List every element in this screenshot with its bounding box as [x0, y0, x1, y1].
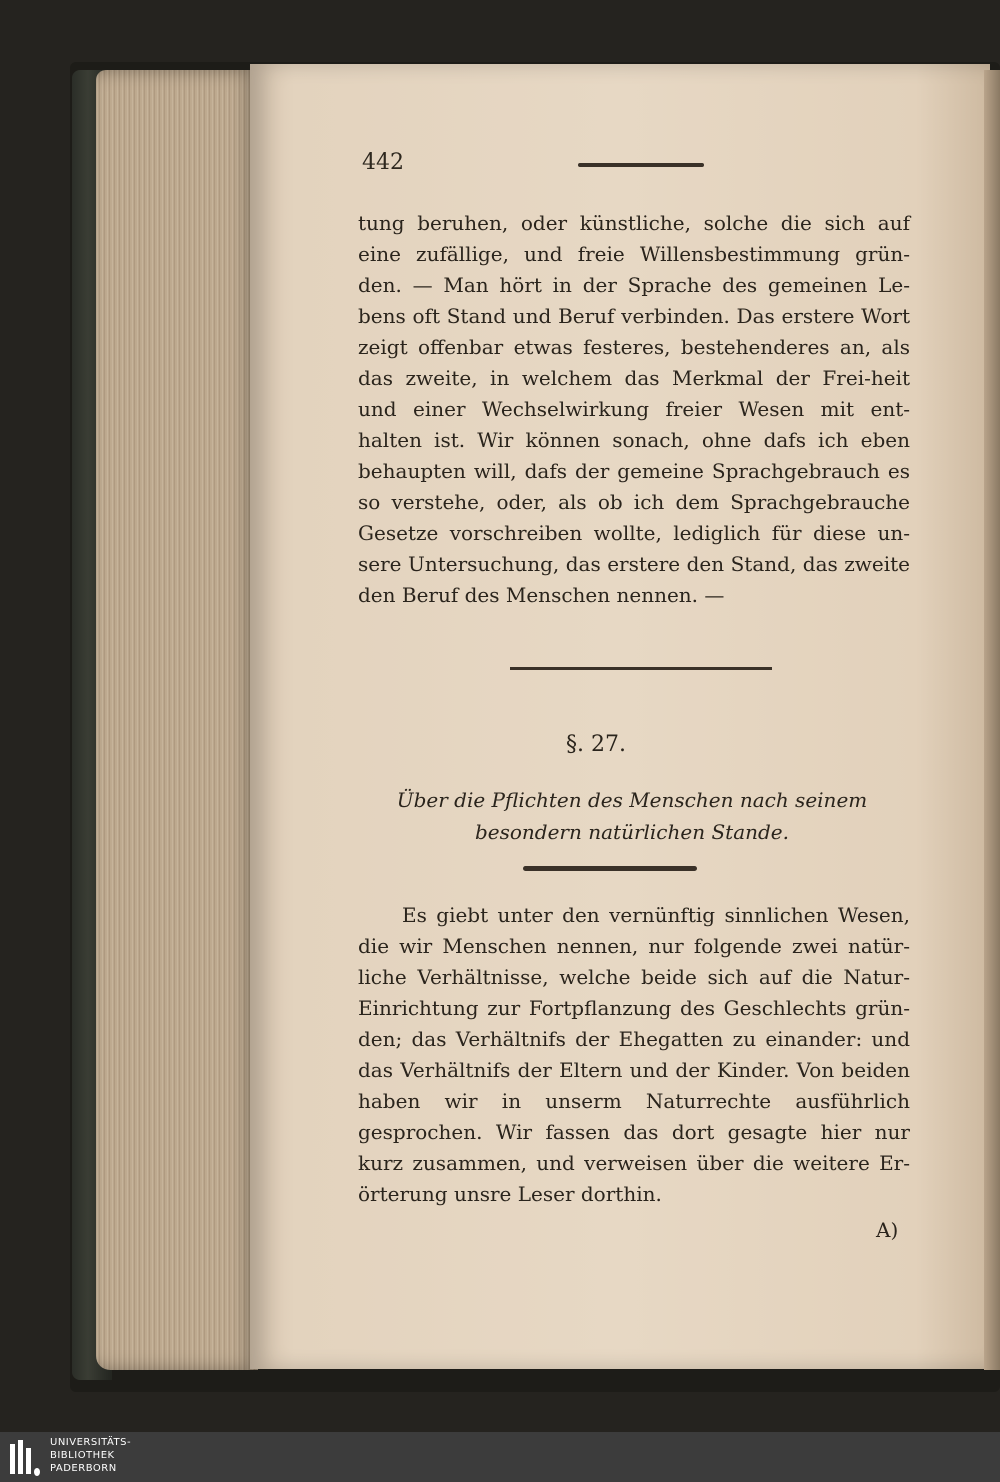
- section-divider: [510, 667, 772, 670]
- library-name-line-1: UNIVERSITÄTS-: [50, 1437, 132, 1448]
- section-title-line-1: Über die Pflichten des Menschen nach seinem: [396, 788, 868, 812]
- title-rule: [523, 866, 697, 871]
- section-title: [356, 784, 908, 848]
- section-number: §. 27.: [566, 732, 626, 757]
- page-stack-edge: [96, 70, 258, 1370]
- library-footer: [0, 1432, 1000, 1482]
- catchword: A): [876, 1218, 899, 1242]
- paragraph-2: Es giebt unter den vernünftig sinnlichen Wesen, die wir Menschen nennen, nur folgende zwei natür-liche Verhältnisse, welche beide sich auf die Natur-Einrichtung zur Fortpflanzung des Geschlechts grün-den; das Verhältnifs der Ehegatten zu einander: und das Verhältnifs der Eltern und der Kinder. Von beiden haben wir in unserm Naturrechte ausführlich gesprochen. Wir fassen das dort gesagte hier nur kurz zusammen, und verweisen über die weitere Er-örterung unsre Leser dorthin.: [358, 903, 910, 1206]
- paragraph-1: tung beruhen, oder künstliche, solche die sich auf eine zufällige, und freie Willensbestimmung grün-den. — Man hört in der Sprache des gemeinen Le-bens oft Stand und Beruf verbinden. Das erstere Wort zeigt offenbar etwas festeres, bestehenderes an, als das zweite, in welchem das Merkmal der Frei-heit und einer Wechselwirkung freier Wesen mit ent-halten ist. Wir können sonach, ohne dafs ich eben behaupten will, dafs der gemeine Sprachgebrauch es so verstehe, oder, als ob ich dem Sprachgebrauche Gesetze vorschreiben wollte, lediglich für diese un-sere Untersuchung, das erstere den Stand, das zweite den Beruf des Menschen nennen. —: [358, 211, 910, 607]
- library-logo-icon: [8, 1436, 44, 1478]
- library-name: [50, 1436, 131, 1475]
- section-title-line-2: besondern natürlichen Stande.: [474, 820, 790, 844]
- page-right-edge: [984, 70, 1000, 1370]
- header-rule: [578, 163, 704, 167]
- library-name-line-3: PADERBORN: [50, 1463, 117, 1474]
- library-name-line-2: BIBLIOTHEK: [50, 1450, 115, 1461]
- page-number: 442: [362, 150, 404, 175]
